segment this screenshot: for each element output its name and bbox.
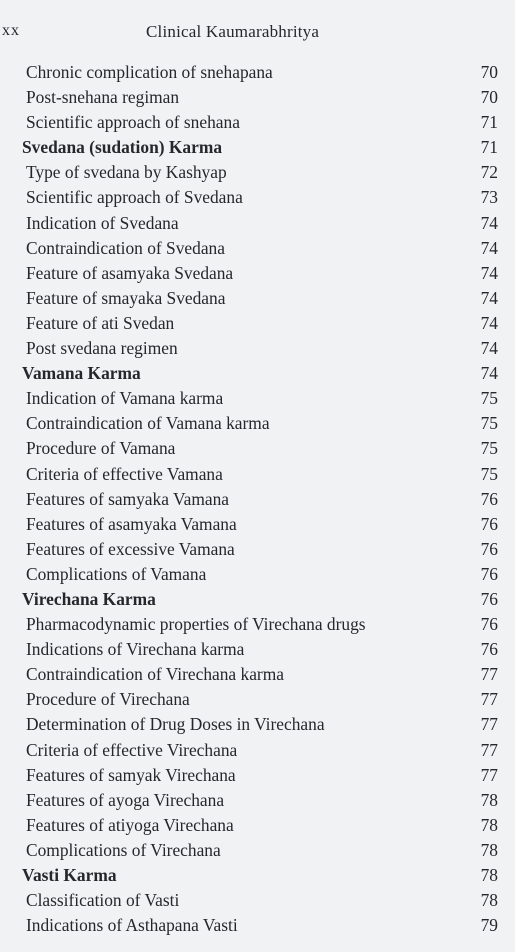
toc-entry [0, 236, 515, 261]
toc-entry-title: Feature of smayaka Svedana [26, 287, 226, 308]
toc-entry [0, 261, 515, 286]
toc-entry-page: 71 [480, 137, 498, 158]
toc-section-heading [0, 863, 515, 888]
toc-entry-page: 74 [480, 262, 498, 283]
toc-entry [0, 411, 515, 436]
toc-entry [0, 838, 515, 863]
toc-entry [0, 110, 515, 135]
toc-entry-page: 76 [480, 538, 498, 559]
toc-entry-page: 78 [480, 789, 498, 810]
toc-entry-page: 76 [480, 488, 498, 509]
toc-entry-page: 78 [480, 890, 498, 911]
toc-entry-title: Post-snehana regiman [26, 87, 180, 108]
toc-entry-title: Feature of ati Svedan [26, 312, 175, 333]
toc-entry-title: Post svedana regimen [26, 338, 178, 359]
toc-section-heading [0, 587, 515, 612]
toc-entry-title: Indications of Virechana karma [26, 639, 245, 660]
toc-entry-page: 78 [480, 865, 498, 885]
toc-entry-page: 75 [480, 413, 498, 434]
toc-entry-title: Features of ayoga Virechana [26, 789, 225, 810]
toc-entry [0, 185, 515, 210]
toc-entry [0, 286, 515, 311]
toc-entry [0, 888, 515, 913]
toc-entry-page: 78 [480, 814, 498, 835]
toc-entry-title: Chronic complication of snehapana [26, 62, 273, 82]
toc-entry-page: 70 [480, 62, 498, 82]
toc-entry [0, 386, 515, 411]
toc-entry-title: Criteria of effective Virechana [26, 739, 238, 760]
toc-entry [0, 637, 515, 662]
toc-entry-page: 77 [480, 689, 498, 710]
toc-entry-title: Complications of Vamana [26, 563, 207, 584]
toc-entry [0, 662, 515, 687]
toc-entry [0, 687, 515, 712]
toc-entry-page: 77 [480, 664, 498, 685]
toc-entry-title: Features of samyak Virechana [26, 764, 236, 785]
toc-entry-page: 72 [480, 162, 498, 183]
toc-entry-page: 77 [480, 739, 498, 760]
toc-entry-page: 73 [480, 187, 498, 208]
toc-entry-page: 70 [480, 87, 498, 108]
toc-entry-title: Scientific approach of snehana [26, 112, 240, 133]
toc-entry-title: Criteria of effective Vamana [26, 463, 223, 484]
toc-entry [0, 211, 515, 236]
toc-entry-title: Svedana (sudation) Karma [22, 137, 223, 158]
toc-entry-title: Determination of Drug Doses in Virechana [26, 714, 325, 735]
toc-entry-page: 79 [480, 915, 498, 936]
toc-entry-page: 74 [480, 338, 498, 359]
toc-entry-title: Type of svedana by Kashyap [26, 162, 227, 183]
toc-entry-title: Contraindication of Svedana [26, 237, 225, 258]
toc-entry-page: 71 [480, 112, 498, 133]
toc-entry [0, 612, 515, 637]
running-header [0, 22, 515, 44]
page-number: xx [2, 22, 20, 39]
toc-entry [0, 813, 515, 838]
toc-entry [0, 738, 515, 763]
toc-entry-title: Feature of asamyaka Svedana [26, 262, 234, 283]
running-title: Clinical Kaumarabhritya [146, 22, 320, 41]
toc-entry-page: 77 [480, 764, 498, 785]
toc-entry-page: 76 [480, 588, 498, 609]
toc-entry [0, 336, 515, 361]
toc-entry-title: Features of samyaka Vamana [26, 488, 229, 509]
toc-entry-page: 75 [480, 388, 498, 409]
toc-section-heading [0, 361, 515, 386]
toc-entry-title: Contraindication of Vamana karma [26, 413, 270, 434]
toc-entry [0, 60, 515, 85]
toc-entry [0, 85, 515, 110]
toc-entry-title: Indication of Svedana [26, 212, 179, 233]
toc-entry [0, 462, 515, 487]
toc-entry-title: Pharmacodynamic properties of Virechana drugs [26, 614, 366, 635]
toc-entry-title: Vasti Karma [22, 865, 117, 885]
toc-entry-page: 78 [480, 839, 498, 860]
toc-entry [0, 512, 515, 537]
toc-entry [0, 160, 515, 185]
toc-entry [0, 436, 515, 461]
toc-entry-title: Features of excessive Vamana [26, 538, 235, 559]
toc-entry-title: Classification of Vasti [26, 890, 180, 911]
toc-entry-page: 77 [480, 714, 498, 735]
toc-entry-page: 74 [480, 237, 498, 258]
toc-entry-title: Features of asamyaka Vamana [26, 513, 237, 534]
toc-entry-page: 76 [480, 614, 498, 635]
toc-entry-page: 76 [480, 513, 498, 534]
toc-entry-page: 74 [480, 212, 498, 233]
toc-entry-title: Complications of Virechana [26, 839, 221, 860]
toc-entry-title: Contraindication of Virechana karma [26, 664, 284, 685]
toc-entry-title: Features of atiyoga Virechana [26, 814, 234, 835]
toc-entry-page: 76 [480, 639, 498, 660]
toc-entry [0, 763, 515, 788]
toc-entry-page: 74 [480, 312, 498, 333]
toc-entry-title: Procedure of Vamana [26, 438, 176, 459]
toc-entry-page: 76 [480, 563, 498, 584]
toc-entry [0, 487, 515, 512]
toc-entry-title: Vamana Karma [22, 363, 141, 384]
toc-entry [0, 537, 515, 562]
toc-entry [0, 311, 515, 336]
toc-entry [0, 913, 515, 938]
toc-entry-page: 75 [480, 438, 498, 459]
toc-entry [0, 712, 515, 737]
table-of-contents [0, 60, 515, 938]
toc-entry-title: Scientific approach of Svedana [26, 187, 243, 208]
toc-entry [0, 788, 515, 813]
toc-entry-page: 75 [480, 463, 498, 484]
toc-section-heading [0, 135, 515, 160]
toc-entry-title: Virechana Karma [22, 588, 156, 609]
toc-entry-title: Indications of Asthapana Vasti [26, 915, 238, 936]
toc-entry [0, 562, 515, 587]
toc-entry-title: Indication of Vamana karma [26, 388, 224, 409]
toc-entry-title: Procedure of Virechana [26, 689, 190, 710]
toc-entry-page: 74 [480, 363, 498, 384]
toc-entry-page: 74 [480, 287, 498, 308]
